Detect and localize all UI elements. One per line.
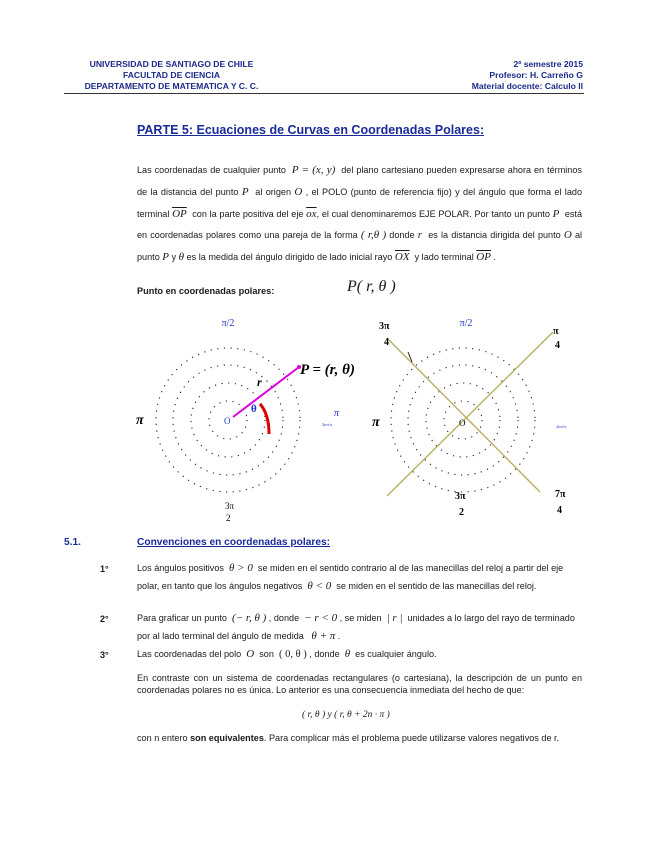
header-rule <box>64 93 584 94</box>
semester: 2º semestre 2015 <box>513 59 583 69</box>
three-pi-two-den: 2 <box>459 507 464 518</box>
university-name: UNIVERSIDAD DE SANTIAGO DE CHILE <box>89 59 254 69</box>
origin-label: O <box>459 418 466 428</box>
item-number: 2° <box>100 614 109 624</box>
pi-half-label: π/2 <box>221 318 235 329</box>
seven-pi-four-num: 7π <box>555 489 566 500</box>
two-label: 2 <box>226 513 231 523</box>
final-paragraph: con n entero son equivalentes. Para complicar más el problema puede utilizarse valores negativos de r. <box>137 733 560 743</box>
polar-figure-left <box>130 312 365 527</box>
intro-paragraph: Las coordenadas de cualquier punto P = (x, y) del plano cartesiano pueden expresarse ahora en términos de la distancia del punto P al origen O , el POLO (punto de referencia fijo) y del ángulo que forma el lado terminal $\overline{OP}$ con la parte positiva del eje $\overline{ox}$, el cual denominaremos EJE POLAR. Por tanto un punto P está en coordenadas polares como una pareja de la forma ( r,θ ) donde r es la distancia dirigida del punto O al punto P y θ es la medida del ángulo dirigido de lado inicial rayo $\overline{OX}$ y lado terminal $\overline{OP}$ . <box>137 164 583 264</box>
professor: Profesor: H. Carreño G <box>489 70 583 80</box>
convention-item: Los ángulos positivos θ > 0 se miden en el sentido contrario al de las manecillas del reloj a partir del eje polar, en tanto que los ángulos negativos θ < 0 se miden en el sentido de las manecillas del reloj. <box>137 562 564 592</box>
pi-left-label: π <box>136 413 144 428</box>
faculty-name: FACULTAD DE CIENCIA <box>122 70 221 80</box>
angle-arc <box>260 404 269 434</box>
diagonal-line <box>387 332 553 496</box>
theta-label: θ <box>251 403 257 415</box>
r-label: r <box>257 375 262 389</box>
point-expression: P( r, θ ) <box>347 278 396 295</box>
pi-right-label: π <box>334 408 340 419</box>
section-number: 5.1. <box>64 537 81 548</box>
diagonal-line <box>387 338 540 492</box>
pi-left-label: π <box>372 415 380 430</box>
three-pi-four-num: 3π <box>379 321 390 332</box>
convention-item: Las coordenadas del polo O son ( 0, θ ) , donde θ es cualquier ángulo. <box>137 648 437 660</box>
pi-four-den: 4 <box>555 340 560 351</box>
header-right <box>472 59 583 92</box>
three-pi-four-den: 4 <box>384 337 389 348</box>
polar-figure-right <box>370 312 585 527</box>
three-pi-label: 3π <box>225 501 235 511</box>
pi-right-sublabel: 2nπ/π <box>556 424 567 429</box>
contrast-paragraph: En contraste con un sistema de coordenadas rectangulares (o cartesiana), la descripción de un punto en coordenadas polares no es única. Lo anterior es una consecuencia inmediata del hecho de que: <box>137 673 582 695</box>
convention-item: Para graficar un punto (− r, θ ) , donde − r < 0 , se miden | r | unidades a lo largo del rayo de terminado por al lado terminal del ángulo de medida θ + π . <box>137 612 575 642</box>
seven-pi-four-den: 4 <box>557 505 562 516</box>
department-name: DEPARTAMENTO DE MATEMATICA Y C. C. <box>84 81 259 91</box>
radius-ray <box>233 367 299 417</box>
course-material: Material docente: Calculo II <box>471 81 583 91</box>
item-number: 1° <box>100 564 109 574</box>
pi-half-label: π/2 <box>459 318 473 329</box>
pi-four-num: π <box>553 326 559 337</box>
section-title: Convenciones en coordenadas polares: <box>137 537 331 548</box>
equivalence-expression: ( r, θ ) y ( r, θ + 2n · π ) <box>302 710 390 720</box>
header-left <box>64 59 279 92</box>
three-pi-two-num: 3π <box>455 491 466 502</box>
pi-right-sublabel: 2nπ/π <box>322 422 333 427</box>
item-number: 3° <box>100 650 109 660</box>
page-title: PARTE 5: Ecuaciones de Curvas en Coordenadas Polares: <box>137 123 485 137</box>
origin-label: O <box>224 416 231 426</box>
p-equals-label: P = (r, θ) <box>300 362 355 378</box>
point-label: Punto en coordenadas polares: <box>137 286 275 296</box>
